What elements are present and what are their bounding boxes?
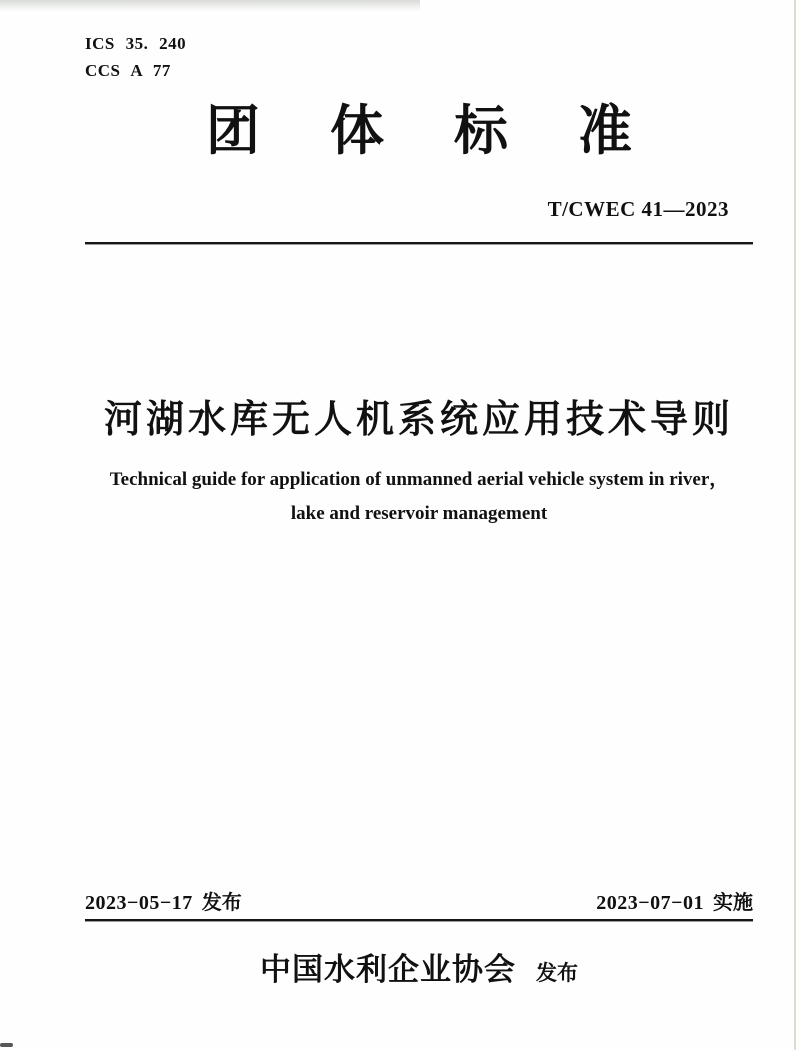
- dates-row: [85, 886, 753, 915]
- doc-type-char: 标: [454, 101, 508, 161]
- title-english-line1: Technical guide for application of unmanned aerial vehicle system in river，: [109, 469, 729, 490]
- ccs-code: CCS A 77: [85, 61, 171, 80]
- footer-rule: [85, 919, 753, 922]
- title-chinese: 河湖水库无人机系统应用技术导则: [103, 399, 734, 441]
- implement-date-group: [596, 886, 753, 915]
- publisher-name: 中国水利企业协会: [260, 952, 516, 987]
- title-english: [55, 463, 783, 531]
- implement-date: 2023−07−01: [596, 892, 704, 914]
- title-english-line2: lake and reservoir management: [290, 503, 548, 524]
- doc-type-char: 体: [330, 101, 384, 161]
- issue-date-label: 发布: [201, 892, 242, 914]
- publisher-row: [85, 944, 753, 989]
- scan-artifact-speck: [0, 1043, 13, 1047]
- implement-date-label: 实施: [713, 892, 753, 914]
- scan-artifact-right-edge: [794, 0, 796, 1050]
- ics-code: ICS 35. 240: [85, 34, 187, 53]
- publisher-label: 发布: [536, 962, 578, 985]
- doc-type-char: 团: [206, 101, 260, 161]
- classification-codes: [85, 30, 186, 84]
- issue-date: 2023−05−17: [85, 892, 193, 914]
- header-rule: [85, 242, 753, 245]
- issue-date-group: [85, 886, 242, 915]
- document-type-heading: [85, 100, 753, 162]
- cover-content: [85, 0, 753, 1050]
- standard-number: T/CWEC 41—2023: [547, 197, 729, 221]
- doc-type-char: 准: [578, 101, 632, 161]
